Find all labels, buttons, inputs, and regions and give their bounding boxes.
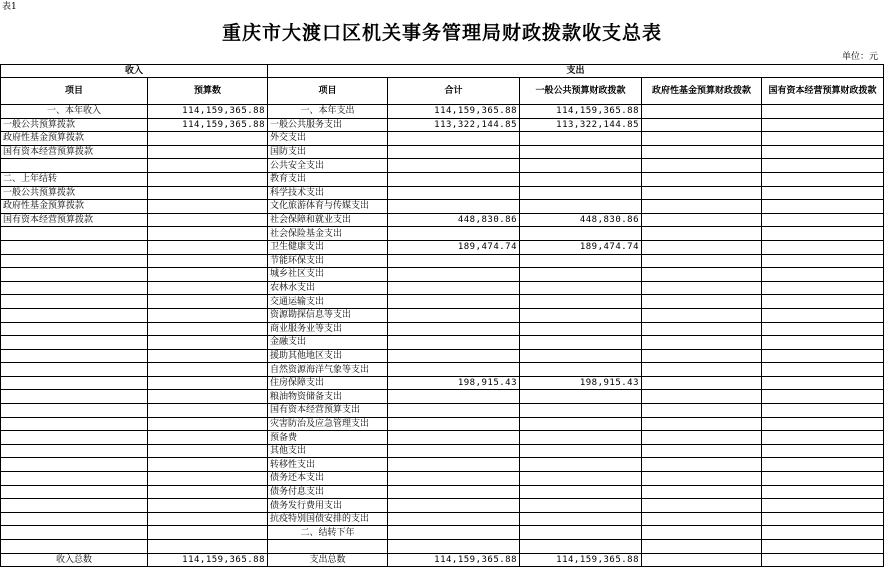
expense-total-cell	[388, 132, 520, 146]
income-amount-cell	[148, 145, 268, 159]
expense-general-cell	[520, 200, 642, 214]
expense-total-cell	[388, 186, 520, 200]
expense-item-cell: 节能环保支出	[268, 254, 388, 268]
income-amount-cell	[148, 417, 268, 431]
income-item-cell	[1, 512, 148, 526]
expense-total-cell	[388, 390, 520, 404]
income-item-cell: 收入总数	[1, 553, 148, 567]
expense-item-cell: 教育支出	[268, 172, 388, 186]
expense-fund-cell	[642, 295, 762, 309]
expense-general-cell	[520, 363, 642, 377]
expense-fund-cell	[642, 417, 762, 431]
expense-state-cell	[762, 172, 884, 186]
expense-item-cell: 其他支出	[268, 444, 388, 458]
expense-item-cell: 城乡社区支出	[268, 268, 388, 282]
expense-state-cell	[762, 159, 884, 173]
income-amount-cell	[148, 499, 268, 513]
expense-state-cell	[762, 322, 884, 336]
expense-total-cell: 189,474.74	[388, 240, 520, 254]
income-item-cell	[1, 458, 148, 472]
expense-fund-cell	[642, 240, 762, 254]
expense-state-cell	[762, 118, 884, 132]
table-row	[1, 281, 884, 295]
expense-general-cell	[520, 417, 642, 431]
expense-fund-cell	[642, 105, 762, 119]
income-amount-cell	[148, 227, 268, 241]
income-item-cell	[1, 159, 148, 173]
expense-fund-cell	[642, 458, 762, 472]
income-amount-cell	[148, 213, 268, 227]
expense-general-cell	[520, 159, 642, 173]
expense-total-cell	[388, 349, 520, 363]
sheet-tag: 表1	[2, 2, 17, 12]
expense-item-cell: 科学技术支出	[268, 186, 388, 200]
unit-label: 单位：元	[841, 52, 878, 62]
income-amount-cell	[148, 132, 268, 146]
expense-fund-cell	[642, 308, 762, 322]
expense-state-cell	[762, 485, 884, 499]
income-amount-cell	[148, 444, 268, 458]
expense-item-cell: 债务发行费用支出	[268, 499, 388, 513]
expense-state-cell	[762, 281, 884, 295]
expense-item-cell	[268, 540, 388, 554]
table-row	[1, 458, 884, 472]
income-amount-cell	[148, 349, 268, 363]
expense-fund-cell	[642, 431, 762, 445]
income-item-cell: 国有资本经营预算拨款	[1, 213, 148, 227]
expense-general-cell	[520, 336, 642, 350]
expense-fund-cell	[642, 213, 762, 227]
income-amount-cell	[148, 240, 268, 254]
expense-total-cell	[388, 227, 520, 241]
table-row	[1, 499, 884, 513]
expense-state-cell	[762, 186, 884, 200]
expense-fund-cell	[642, 363, 762, 377]
income-amount-cell	[148, 363, 268, 377]
expense-general-cell	[520, 132, 642, 146]
expense-item-cell: 支出总数	[268, 553, 388, 567]
expense-state-cell	[762, 458, 884, 472]
expense-general-cell	[520, 254, 642, 268]
expense-general-cell	[520, 431, 642, 445]
income-item-cell	[1, 254, 148, 268]
expense-fund-cell	[642, 322, 762, 336]
income-amount-cell	[148, 159, 268, 173]
income-item-cell	[1, 472, 148, 486]
table-row	[1, 308, 884, 322]
expense-total-cell	[388, 431, 520, 445]
income-amount-cell	[148, 281, 268, 295]
income-amount-cell	[148, 186, 268, 200]
income-item-cell	[1, 227, 148, 241]
expense-general-cell: 113,322,144.85	[520, 118, 642, 132]
table-row	[1, 431, 884, 445]
group-header-row	[1, 65, 884, 78]
expense-total-cell	[388, 281, 520, 295]
expense-item-cell: 社会保险基金支出	[268, 227, 388, 241]
expense-general-cell	[520, 349, 642, 363]
income-amount-cell	[148, 376, 268, 390]
table-row	[1, 145, 884, 159]
table-row	[1, 159, 884, 173]
expense-item-cell: 一、本年支出	[268, 105, 388, 119]
expense-state-cell	[762, 431, 884, 445]
expense-total-cell	[388, 444, 520, 458]
table-row	[1, 295, 884, 309]
expense-general-cell	[520, 322, 642, 336]
table-row	[1, 390, 884, 404]
expense-general-cell	[520, 512, 642, 526]
income-amount-cell: 114,159,365.88	[148, 118, 268, 132]
income-amount-cell: 114,159,365.88	[148, 553, 268, 567]
expense-fund-cell	[642, 485, 762, 499]
income-item-cell	[1, 390, 148, 404]
col-header-budget: 预算数	[148, 78, 268, 105]
table-row	[1, 254, 884, 268]
income-item-cell	[1, 349, 148, 363]
income-amount-cell: 114,159,365.88	[148, 105, 268, 119]
expense-total-cell	[388, 363, 520, 377]
table-row	[1, 105, 884, 119]
expense-group-header: 支出	[268, 65, 884, 78]
expense-fund-cell	[642, 118, 762, 132]
income-item-cell	[1, 431, 148, 445]
expense-item-cell: 自然资源海洋气象等支出	[268, 363, 388, 377]
table-row	[1, 118, 884, 132]
expense-fund-cell	[642, 159, 762, 173]
expense-total-cell: 448,830.86	[388, 213, 520, 227]
expense-total-cell	[388, 295, 520, 309]
income-amount-cell	[148, 485, 268, 499]
income-amount-cell	[148, 336, 268, 350]
expense-item-cell: 住房保障支出	[268, 376, 388, 390]
income-item-cell	[1, 485, 148, 499]
expense-item-cell: 灾害防治及应急管理支出	[268, 417, 388, 431]
expense-item-cell: 卫生健康支出	[268, 240, 388, 254]
budget-table	[0, 64, 884, 567]
table-row	[1, 526, 884, 540]
col-header-general: 一般公共预算财政拨款	[520, 78, 642, 105]
expense-total-cell	[388, 540, 520, 554]
expense-fund-cell	[642, 349, 762, 363]
expense-state-cell	[762, 268, 884, 282]
expense-item-cell: 二、结转下年	[268, 526, 388, 540]
expense-item-cell: 公共安全支出	[268, 159, 388, 173]
table-row	[1, 227, 884, 241]
income-amount-cell	[148, 308, 268, 322]
expense-general-cell: 448,830.86	[520, 213, 642, 227]
col-header-expense-item: 项目	[268, 78, 388, 105]
expense-fund-cell	[642, 540, 762, 554]
expense-general-cell	[520, 485, 642, 499]
expense-state-cell	[762, 336, 884, 350]
report-title: 重庆市大渡口区机关事务管理局财政拨款收支总表	[221, 22, 662, 44]
expense-fund-cell	[642, 132, 762, 146]
expense-general-cell	[520, 145, 642, 159]
income-amount-cell	[148, 200, 268, 214]
expense-general-cell	[520, 458, 642, 472]
expense-total-cell	[388, 172, 520, 186]
expense-fund-cell	[642, 336, 762, 350]
expense-total-cell: 114,159,365.88	[388, 105, 520, 119]
income-item-cell: 政府性基金预算拨款	[1, 132, 148, 146]
expense-state-cell	[762, 254, 884, 268]
expense-fund-cell	[642, 499, 762, 513]
expense-item-cell: 转移性支出	[268, 458, 388, 472]
income-item-cell	[1, 322, 148, 336]
expense-item-cell: 文化旅游体育与传媒支出	[268, 200, 388, 214]
expense-general-cell	[520, 295, 642, 309]
table-row	[1, 512, 884, 526]
expense-state-cell	[762, 200, 884, 214]
expense-general-cell	[520, 472, 642, 486]
expense-state-cell	[762, 540, 884, 554]
table-row	[1, 213, 884, 227]
expense-item-cell: 社会保障和就业支出	[268, 213, 388, 227]
expense-state-cell	[762, 526, 884, 540]
expense-fund-cell	[642, 200, 762, 214]
expense-fund-cell	[642, 472, 762, 486]
expense-item-cell: 外交支出	[268, 132, 388, 146]
expense-state-cell	[762, 417, 884, 431]
expense-state-cell	[762, 499, 884, 513]
expense-total-cell	[388, 485, 520, 499]
expense-total-cell	[388, 417, 520, 431]
expense-total-cell	[388, 322, 520, 336]
column-header-row	[1, 78, 884, 105]
col-header-state: 国有资本经营预算财政拨款	[762, 78, 884, 105]
income-item-cell	[1, 363, 148, 377]
income-amount-cell	[148, 404, 268, 418]
table-row	[1, 485, 884, 499]
expense-state-cell	[762, 390, 884, 404]
expense-fund-cell	[642, 444, 762, 458]
income-item-cell: 二、上年结转	[1, 172, 148, 186]
expense-total-cell	[388, 254, 520, 268]
table-row	[1, 553, 884, 567]
expense-total-cell	[388, 512, 520, 526]
expense-state-cell	[762, 376, 884, 390]
expense-general-cell	[520, 404, 642, 418]
income-item-cell	[1, 295, 148, 309]
expense-state-cell	[762, 553, 884, 567]
col-header-total: 合计	[388, 78, 520, 105]
income-amount-cell	[148, 431, 268, 445]
expense-fund-cell	[642, 172, 762, 186]
table-row	[1, 132, 884, 146]
income-item-cell	[1, 308, 148, 322]
expense-state-cell	[762, 213, 884, 227]
table-row	[1, 172, 884, 186]
income-amount-cell	[148, 172, 268, 186]
expense-fund-cell	[642, 404, 762, 418]
expense-total-cell	[388, 404, 520, 418]
income-item-cell: 政府性基金预算拨款	[1, 200, 148, 214]
table-row	[1, 268, 884, 282]
income-item-cell: 一般公共预算拨款	[1, 118, 148, 132]
expense-general-cell	[520, 444, 642, 458]
expense-fund-cell	[642, 376, 762, 390]
expense-total-cell	[388, 526, 520, 540]
expense-item-cell: 金融支出	[268, 336, 388, 350]
expense-item-cell: 国防支出	[268, 145, 388, 159]
table-row	[1, 472, 884, 486]
expense-fund-cell	[642, 526, 762, 540]
expense-item-cell: 国有资本经营预算支出	[268, 404, 388, 418]
col-header-fund: 政府性基金预算财政拨款	[642, 78, 762, 105]
expense-general-cell	[520, 526, 642, 540]
expense-item-cell: 债务还本支出	[268, 472, 388, 486]
table-row	[1, 186, 884, 200]
expense-general-cell	[520, 281, 642, 295]
expense-general-cell: 114,159,365.88	[520, 105, 642, 119]
income-amount-cell	[148, 540, 268, 554]
expense-item-cell: 预备费	[268, 431, 388, 445]
income-item-cell	[1, 240, 148, 254]
table-row	[1, 240, 884, 254]
income-item-cell	[1, 444, 148, 458]
expense-state-cell	[762, 227, 884, 241]
expense-total-cell	[388, 499, 520, 513]
expense-general-cell	[520, 499, 642, 513]
expense-total-cell	[388, 145, 520, 159]
expense-state-cell	[762, 145, 884, 159]
expense-total-cell	[388, 336, 520, 350]
expense-item-cell: 交通运输支出	[268, 295, 388, 309]
income-item-cell	[1, 526, 148, 540]
expense-total-cell: 113,322,144.85	[388, 118, 520, 132]
expense-total-cell	[388, 458, 520, 472]
expense-fund-cell	[642, 227, 762, 241]
income-item-cell: 国有资本经营预算拨款	[1, 145, 148, 159]
income-item-cell	[1, 336, 148, 350]
expense-item-cell: 农林水支出	[268, 281, 388, 295]
expense-total-cell	[388, 268, 520, 282]
expense-state-cell	[762, 308, 884, 322]
expense-general-cell	[520, 540, 642, 554]
expense-item-cell: 资源勘探信息等支出	[268, 308, 388, 322]
income-amount-cell	[148, 295, 268, 309]
expense-state-cell	[762, 295, 884, 309]
income-item-cell	[1, 268, 148, 282]
expense-item-cell: 抗疫特别国债安排的支出	[268, 512, 388, 526]
income-amount-cell	[148, 472, 268, 486]
expense-state-cell	[762, 349, 884, 363]
expense-fund-cell	[642, 186, 762, 200]
expense-total-cell: 198,915.43	[388, 376, 520, 390]
table-row	[1, 417, 884, 431]
table-row	[1, 336, 884, 350]
expense-state-cell	[762, 404, 884, 418]
income-item-cell	[1, 499, 148, 513]
income-item-cell	[1, 404, 148, 418]
expense-general-cell: 114,159,365.88	[520, 553, 642, 567]
expense-total-cell	[388, 308, 520, 322]
expense-item-cell: 援助其他地区支出	[268, 349, 388, 363]
expense-fund-cell	[642, 512, 762, 526]
expense-state-cell	[762, 105, 884, 119]
expense-total-cell	[388, 200, 520, 214]
expense-general-cell: 189,474.74	[520, 240, 642, 254]
expense-item-cell: 一般公共服务支出	[268, 118, 388, 132]
expense-general-cell	[520, 186, 642, 200]
income-item-cell	[1, 540, 148, 554]
income-amount-cell	[148, 458, 268, 472]
expense-total-cell: 114,159,365.88	[388, 553, 520, 567]
income-item-cell	[1, 281, 148, 295]
table-row	[1, 540, 884, 554]
expense-item-cell: 商业服务业等支出	[268, 322, 388, 336]
expense-total-cell	[388, 472, 520, 486]
income-group-header: 收入	[1, 65, 268, 78]
expense-state-cell	[762, 472, 884, 486]
income-item-cell	[1, 376, 148, 390]
expense-general-cell	[520, 390, 642, 404]
expense-fund-cell	[642, 254, 762, 268]
col-header-income-item: 项目	[1, 78, 148, 105]
expense-general-cell	[520, 308, 642, 322]
expense-fund-cell	[642, 145, 762, 159]
expense-state-cell	[762, 363, 884, 377]
table-row	[1, 349, 884, 363]
expense-general-cell: 198,915.43	[520, 376, 642, 390]
expense-item-cell: 粮油物资储备支出	[268, 390, 388, 404]
expense-fund-cell	[642, 553, 762, 567]
expense-fund-cell	[642, 281, 762, 295]
income-amount-cell	[148, 390, 268, 404]
table-row	[1, 200, 884, 214]
expense-state-cell	[762, 132, 884, 146]
table-row	[1, 444, 884, 458]
expense-state-cell	[762, 512, 884, 526]
table-row	[1, 376, 884, 390]
income-item-cell: 一、本年收入	[1, 105, 148, 119]
income-item-cell: 一般公共预算拨款	[1, 186, 148, 200]
income-item-cell	[1, 417, 148, 431]
income-amount-cell	[148, 268, 268, 282]
table-row	[1, 322, 884, 336]
expense-item-cell: 债务付息支出	[268, 485, 388, 499]
expense-fund-cell	[642, 390, 762, 404]
table-row	[1, 363, 884, 377]
expense-general-cell	[520, 172, 642, 186]
expense-fund-cell	[642, 268, 762, 282]
income-amount-cell	[148, 512, 268, 526]
expense-general-cell	[520, 227, 642, 241]
expense-general-cell	[520, 268, 642, 282]
expense-state-cell	[762, 444, 884, 458]
income-amount-cell	[148, 526, 268, 540]
income-amount-cell	[148, 322, 268, 336]
table-row	[1, 404, 884, 418]
expense-state-cell	[762, 240, 884, 254]
expense-total-cell	[388, 159, 520, 173]
income-amount-cell	[148, 254, 268, 268]
